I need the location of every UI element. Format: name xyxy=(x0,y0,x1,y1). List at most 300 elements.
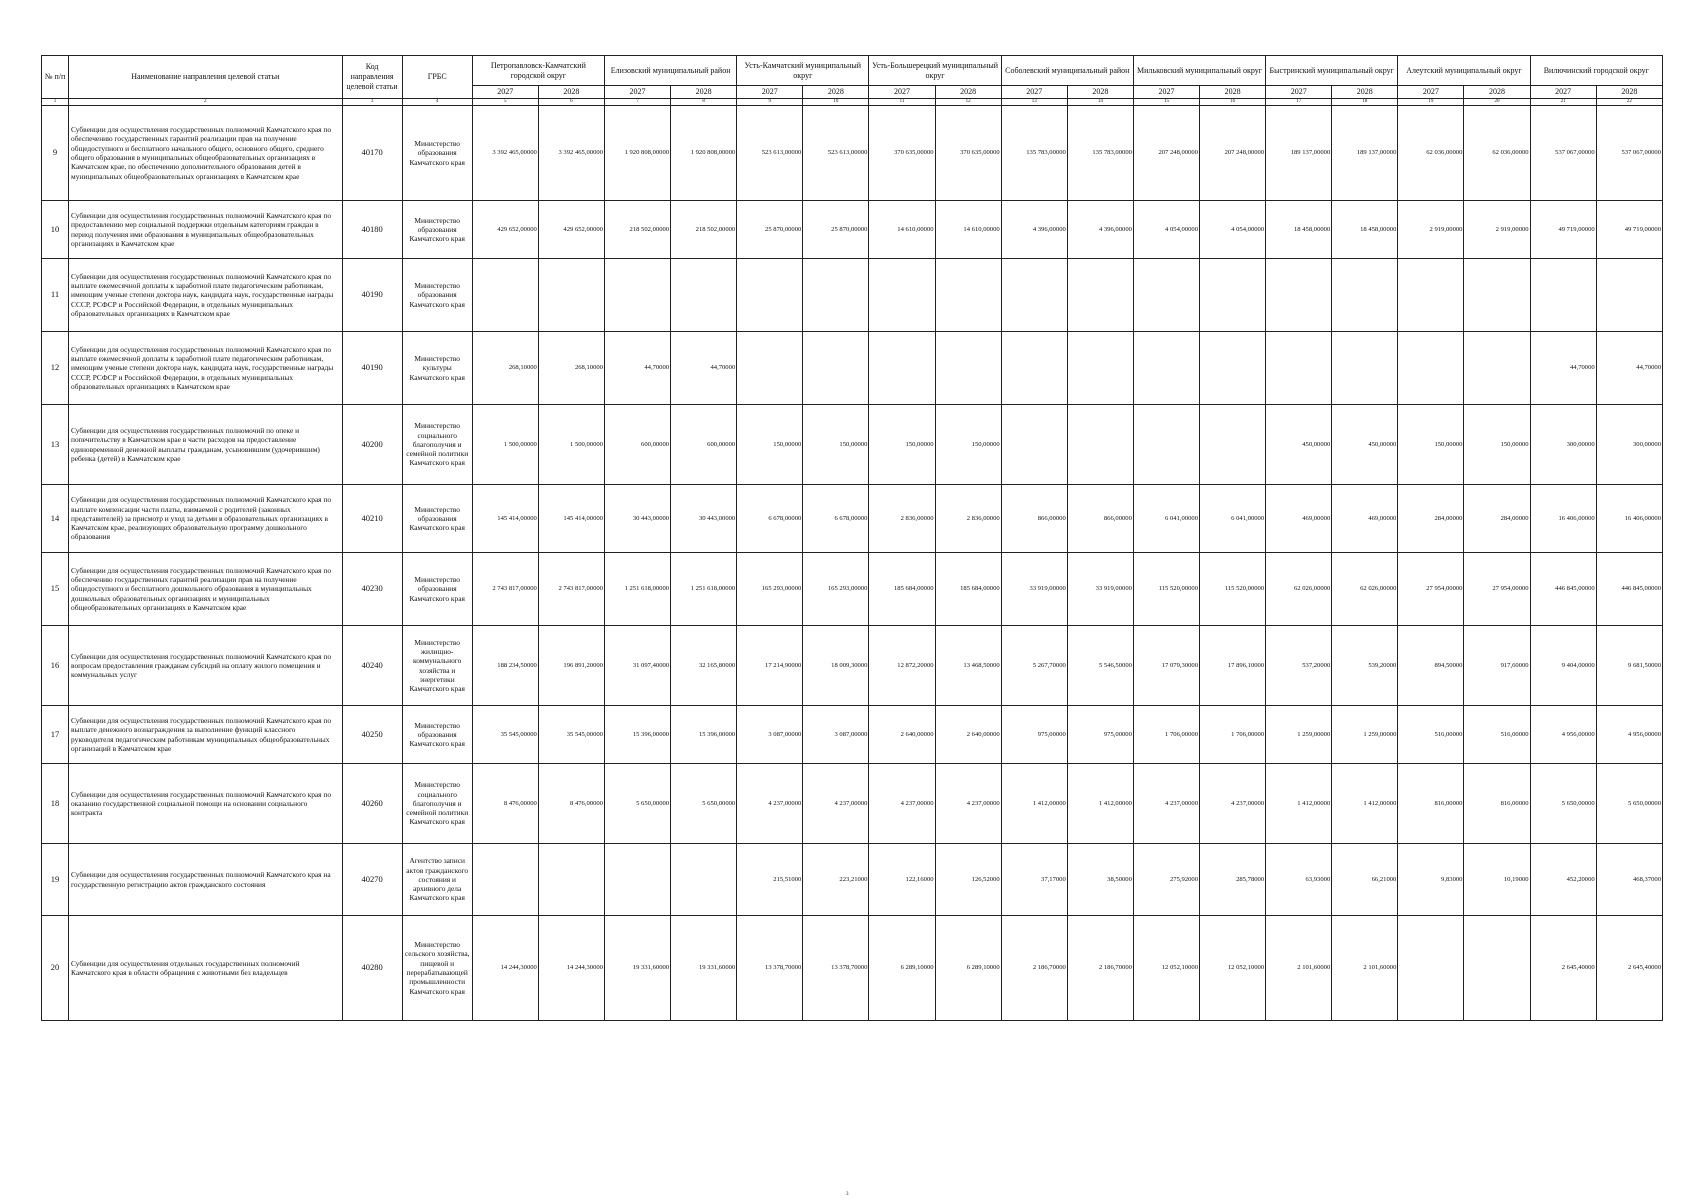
header-col-number: 8 xyxy=(671,99,737,106)
value-cell: 268,10000 xyxy=(538,332,604,405)
header-col-number: 14 xyxy=(1067,99,1133,106)
value-cell: 4 237,00000 xyxy=(869,764,935,844)
value-cell: 18 458,00000 xyxy=(1332,201,1398,259)
row-number: 17 xyxy=(42,706,69,764)
header-municipality: Мильковский муниципальный округ xyxy=(1133,56,1265,86)
value-cell: 14 610,00000 xyxy=(869,201,935,259)
value-cell: 150,00000 xyxy=(869,405,935,485)
header-municipality: Вилючинский городской округ xyxy=(1530,56,1662,86)
row-number: 13 xyxy=(42,405,69,485)
row-number: 20 xyxy=(42,916,69,1021)
header-col-number: 18 xyxy=(1332,99,1398,106)
row-code: 40230 xyxy=(342,553,402,626)
value-cell: 30 443,00000 xyxy=(671,485,737,553)
header-no: № п/п xyxy=(42,56,69,99)
value-cell: 1 500,00000 xyxy=(538,405,604,485)
table-row xyxy=(42,405,1663,485)
value-cell: 5 650,00000 xyxy=(1530,764,1596,844)
row-name: Субвенции для осуществления государственных полномочий Камчатского края по предоставлению мер социальной поддержки отдельным категориям граждан в период получения ими образования в муниципальных общеобразовательных организациях в Камчатском крае xyxy=(69,201,342,259)
value-cell: 66,21000 xyxy=(1332,844,1398,916)
value-cell xyxy=(869,332,935,405)
value-cell xyxy=(1067,332,1133,405)
value-cell: 12 872,20000 xyxy=(869,626,935,706)
value-cell: 17 214,90000 xyxy=(737,626,803,706)
header-col-number: 19 xyxy=(1398,99,1464,106)
header-year: 2027 xyxy=(869,86,935,99)
value-cell: 600,00000 xyxy=(604,405,670,485)
row-grbs: Министерство образования Камчатского края xyxy=(402,485,472,553)
value-cell xyxy=(1001,405,1067,485)
value-cell: 115 520,00000 xyxy=(1133,553,1199,626)
value-cell: 268,10000 xyxy=(472,332,538,405)
value-cell: 469,00000 xyxy=(1266,485,1332,553)
value-cell: 30 443,00000 xyxy=(604,485,670,553)
value-cell: 32 165,80000 xyxy=(671,626,737,706)
value-cell: 9 404,00000 xyxy=(1530,626,1596,706)
value-cell: 13 378,70000 xyxy=(803,916,869,1021)
value-cell: 816,00000 xyxy=(1398,764,1464,844)
row-grbs: Министерство образования Камчатского края xyxy=(402,106,472,201)
row-number: 12 xyxy=(42,332,69,405)
value-cell: 5 546,50000 xyxy=(1067,626,1133,706)
value-cell: 189 137,00000 xyxy=(1332,106,1398,201)
header-year: 2027 xyxy=(1001,86,1067,99)
value-cell xyxy=(1464,332,1530,405)
value-cell: 2 645,40000 xyxy=(1530,916,1596,1021)
value-cell: 2 919,00000 xyxy=(1398,201,1464,259)
row-number: 11 xyxy=(42,259,69,332)
value-cell: 8 476,00000 xyxy=(538,764,604,844)
header-year: 2028 xyxy=(1200,86,1266,99)
header-year: 2027 xyxy=(737,86,803,99)
value-cell: 196 891,20000 xyxy=(538,626,604,706)
header-col-number: 3 xyxy=(342,99,402,106)
header-year: 2028 xyxy=(1596,86,1662,99)
value-cell: 44,70000 xyxy=(1530,332,1596,405)
row-code: 40280 xyxy=(342,916,402,1021)
value-cell: 44,70000 xyxy=(1596,332,1662,405)
header-col-number: 7 xyxy=(604,99,670,106)
value-cell: 523 613,00000 xyxy=(737,106,803,201)
value-cell: 6 289,10000 xyxy=(935,916,1001,1021)
value-cell: 285,78000 xyxy=(1200,844,1266,916)
value-cell: 19 331,60000 xyxy=(671,916,737,1021)
row-code: 40180 xyxy=(342,201,402,259)
value-cell: 917,60000 xyxy=(1464,626,1530,706)
value-cell xyxy=(671,259,737,332)
header-year: 2027 xyxy=(1133,86,1199,99)
value-cell: 2 186,70000 xyxy=(1001,916,1067,1021)
value-cell: 12 052,10000 xyxy=(1133,916,1199,1021)
row-code: 40270 xyxy=(342,844,402,916)
header-year: 2028 xyxy=(803,86,869,99)
row-grbs: Министерство образования Камчатского края xyxy=(402,259,472,332)
value-cell: 1 706,00000 xyxy=(1133,706,1199,764)
table-header xyxy=(42,56,1663,106)
header-code: Код направления целевой статьи xyxy=(342,56,402,99)
value-cell: 1 259,00000 xyxy=(1266,706,1332,764)
value-cell: 27 954,00000 xyxy=(1398,553,1464,626)
value-cell: 9,83000 xyxy=(1398,844,1464,916)
row-name: Субвенции для осуществления государственных полномочий Камчатского края по оказанию государственной социальной помощи на основании социального контракта xyxy=(69,764,342,844)
value-cell: 539,20000 xyxy=(1332,626,1398,706)
value-cell xyxy=(1266,332,1332,405)
value-cell xyxy=(671,844,737,916)
value-cell: 44,70000 xyxy=(671,332,737,405)
value-cell: 6 678,00000 xyxy=(803,485,869,553)
value-cell: 1 412,00000 xyxy=(1001,764,1067,844)
value-cell xyxy=(1398,332,1464,405)
value-cell: 13 468,50000 xyxy=(935,626,1001,706)
row-grbs: Министерство образования Камчатского края xyxy=(402,706,472,764)
table-row xyxy=(42,706,1663,764)
value-cell: 49 719,00000 xyxy=(1530,201,1596,259)
value-cell: 4 396,00000 xyxy=(1067,201,1133,259)
row-code: 40240 xyxy=(342,626,402,706)
table-row xyxy=(42,332,1663,405)
value-cell: 370 635,00000 xyxy=(935,106,1001,201)
value-cell: 62 026,00000 xyxy=(1332,553,1398,626)
value-cell: 1 920 808,00000 xyxy=(604,106,670,201)
value-cell xyxy=(1530,259,1596,332)
value-cell: 2 743 817,00000 xyxy=(472,553,538,626)
value-cell: 1 920 808,00000 xyxy=(671,106,737,201)
value-cell: 150,00000 xyxy=(803,405,869,485)
value-cell: 38,50000 xyxy=(1067,844,1133,916)
value-cell: 4 237,00000 xyxy=(1200,764,1266,844)
value-cell: 6 041,00000 xyxy=(1200,485,1266,553)
value-cell xyxy=(737,259,803,332)
header-year: 2027 xyxy=(1398,86,1464,99)
row-code: 40250 xyxy=(342,706,402,764)
value-cell: 62 026,00000 xyxy=(1266,553,1332,626)
value-cell: 1 706,00000 xyxy=(1200,706,1266,764)
value-cell xyxy=(935,332,1001,405)
value-cell: 185 684,00000 xyxy=(869,553,935,626)
value-cell: 2 101,60000 xyxy=(1332,916,1398,1021)
subvention-table xyxy=(41,55,1663,1021)
header-col-number: 13 xyxy=(1001,99,1067,106)
value-cell: 3 392 465,00000 xyxy=(472,106,538,201)
value-cell: 894,50000 xyxy=(1398,626,1464,706)
header-year: 2027 xyxy=(604,86,670,99)
value-cell: 4 237,00000 xyxy=(1133,764,1199,844)
value-cell: 2 836,00000 xyxy=(935,485,1001,553)
header-col-number: 10 xyxy=(803,99,869,106)
value-cell xyxy=(1200,259,1266,332)
value-cell xyxy=(538,259,604,332)
value-cell: 18 009,30000 xyxy=(803,626,869,706)
row-code: 40190 xyxy=(342,259,402,332)
value-cell xyxy=(1464,259,1530,332)
value-cell: 35 545,00000 xyxy=(538,706,604,764)
value-cell: 3 392 465,00000 xyxy=(538,106,604,201)
row-name: Субвенции для осуществления государственных полномочий Камчатского края по выплате компенсации части платы, взимаемой с родителей (законных представителей) за присмотр и уход за детьми в образовательных организациях в Камчатском крае, реализующих образовательную программу дошкольного образования xyxy=(69,485,342,553)
value-cell: 135 783,00000 xyxy=(1001,106,1067,201)
header-year: 2027 xyxy=(1266,86,1332,99)
value-cell: 452,20000 xyxy=(1530,844,1596,916)
header-col-number: 22 xyxy=(1596,99,1662,106)
value-cell: 15 396,00000 xyxy=(604,706,670,764)
row-name: Субвенции для осуществления государственных полномочий по опеке и попечительству в Камчатском крае в части расходов на предоставление единовременной денежной выплаты гражданам, усыновившим (удочерившим) ребенка (детей) в Камчатском крае xyxy=(69,405,342,485)
header-year: 2028 xyxy=(538,86,604,99)
value-cell: 2 743 817,00000 xyxy=(538,553,604,626)
row-grbs: Министерство культуры Камчатского края xyxy=(402,332,472,405)
value-cell xyxy=(1332,332,1398,405)
value-cell: 15 396,00000 xyxy=(671,706,737,764)
header-year: 2028 xyxy=(1464,86,1530,99)
table-row xyxy=(42,844,1663,916)
value-cell: 14 610,00000 xyxy=(935,201,1001,259)
value-cell: 429 652,00000 xyxy=(472,201,538,259)
value-cell: 537 067,00000 xyxy=(1596,106,1662,201)
value-cell: 516,00000 xyxy=(1398,706,1464,764)
header-municipality: Соболевский муниципальный район xyxy=(1001,56,1133,86)
value-cell: 468,37000 xyxy=(1596,844,1662,916)
header-col-number: 16 xyxy=(1200,99,1266,106)
value-cell: 4 956,00000 xyxy=(1530,706,1596,764)
value-cell: 300,00000 xyxy=(1530,405,1596,485)
value-cell: 284,00000 xyxy=(1398,485,1464,553)
value-cell: 19 331,60000 xyxy=(604,916,670,1021)
table-row xyxy=(42,106,1663,201)
header-col-number: 20 xyxy=(1464,99,1530,106)
value-cell: 10,19000 xyxy=(1464,844,1530,916)
value-cell: 2 101,60000 xyxy=(1266,916,1332,1021)
row-number: 16 xyxy=(42,626,69,706)
value-cell: 1 412,00000 xyxy=(1332,764,1398,844)
value-cell: 446 845,00000 xyxy=(1596,553,1662,626)
value-cell: 215,51000 xyxy=(737,844,803,916)
table-row xyxy=(42,201,1663,259)
row-name: Субвенции для осуществления государственных полномочий Камчатского края по выплате денежного вознаграждения за выполнение функций классного руководителя педагогическим работникам муниципальных общеобразовательных организаций в Камчатском крае xyxy=(69,706,342,764)
value-cell: 523 613,00000 xyxy=(803,106,869,201)
value-cell: 207 248,00000 xyxy=(1200,106,1266,201)
value-cell: 4 396,00000 xyxy=(1001,201,1067,259)
row-code: 40200 xyxy=(342,405,402,485)
value-cell: 16 406,00000 xyxy=(1530,485,1596,553)
row-name: Субвенции для осуществления отдельных государственных полномочий Камчатского края в области обращения с животными без владельцев xyxy=(69,916,342,1021)
value-cell: 1 412,00000 xyxy=(1266,764,1332,844)
value-cell: 165 293,00000 xyxy=(737,553,803,626)
header-year: 2027 xyxy=(472,86,538,99)
value-cell xyxy=(1200,405,1266,485)
value-cell: 135 783,00000 xyxy=(1067,106,1133,201)
header-year: 2028 xyxy=(671,86,737,99)
value-cell xyxy=(1332,259,1398,332)
value-cell: 1 251 618,00000 xyxy=(671,553,737,626)
header-name: Наименование направления целевой статьи xyxy=(69,56,342,99)
value-cell xyxy=(1001,259,1067,332)
value-cell: 370 635,00000 xyxy=(869,106,935,201)
value-cell: 446 845,00000 xyxy=(1530,553,1596,626)
value-cell: 207 248,00000 xyxy=(1133,106,1199,201)
value-cell: 165 293,00000 xyxy=(803,553,869,626)
row-code: 40210 xyxy=(342,485,402,553)
value-cell: 25 870,00000 xyxy=(737,201,803,259)
value-cell: 2 640,00000 xyxy=(869,706,935,764)
value-cell: 218 502,00000 xyxy=(604,201,670,259)
header-year: 2028 xyxy=(1067,86,1133,99)
value-cell: 300,00000 xyxy=(1596,405,1662,485)
table-row xyxy=(42,916,1663,1021)
value-cell: 35 545,00000 xyxy=(472,706,538,764)
page-number: 3 xyxy=(846,1192,849,1197)
value-cell: 218 502,00000 xyxy=(671,201,737,259)
value-cell xyxy=(1133,405,1199,485)
value-cell: 17 896,10000 xyxy=(1200,626,1266,706)
value-cell: 450,00000 xyxy=(1266,405,1332,485)
value-cell: 816,00000 xyxy=(1464,764,1530,844)
value-cell: 31 097,40000 xyxy=(604,626,670,706)
table-row xyxy=(42,259,1663,332)
value-cell: 49 719,00000 xyxy=(1596,201,1662,259)
value-cell: 8 476,00000 xyxy=(472,764,538,844)
value-cell: 9 681,50000 xyxy=(1596,626,1662,706)
value-cell: 537 067,00000 xyxy=(1530,106,1596,201)
header-col-number: 9 xyxy=(737,99,803,106)
value-cell xyxy=(472,259,538,332)
row-grbs: Министерство сельского хозяйства, пищевой и перерабатывающей промышленности Камчатского края xyxy=(402,916,472,1021)
header-municipality: Усть-Большерецкий муниципальный округ xyxy=(869,56,1001,86)
value-cell: 2 640,00000 xyxy=(935,706,1001,764)
header-year: 2028 xyxy=(1332,86,1398,99)
row-grbs: Министерство социального благополучия и семейной политики Камчатского края xyxy=(402,405,472,485)
value-cell: 33 919,00000 xyxy=(1067,553,1133,626)
value-cell: 4 237,00000 xyxy=(737,764,803,844)
value-cell: 866,00000 xyxy=(1001,485,1067,553)
header-col-number: 12 xyxy=(935,99,1001,106)
value-cell xyxy=(1067,405,1133,485)
value-cell: 62 036,00000 xyxy=(1398,106,1464,201)
value-cell xyxy=(737,332,803,405)
row-grbs: Агентство записи актов гражданского состояния и архивного дела Камчатского края xyxy=(402,844,472,916)
value-cell xyxy=(1464,916,1530,1021)
value-cell: 1 500,00000 xyxy=(472,405,538,485)
value-cell xyxy=(1067,259,1133,332)
value-cell: 5 650,00000 xyxy=(671,764,737,844)
row-grbs: Министерство жилищно-коммунального хозяйства и энергетики Камчатского края xyxy=(402,626,472,706)
value-cell: 429 652,00000 xyxy=(538,201,604,259)
value-cell: 6 041,00000 xyxy=(1133,485,1199,553)
row-number: 15 xyxy=(42,553,69,626)
table-row xyxy=(42,485,1663,553)
value-cell: 866,00000 xyxy=(1067,485,1133,553)
value-cell: 6 678,00000 xyxy=(737,485,803,553)
row-grbs: Министерство образования Камчатского края xyxy=(402,201,472,259)
header-col-number: 17 xyxy=(1266,99,1332,106)
header-municipality: Усть-Камчатский муниципальный округ xyxy=(737,56,869,86)
value-cell xyxy=(1200,332,1266,405)
value-cell xyxy=(1596,259,1662,332)
table-row xyxy=(42,764,1663,844)
row-code: 40190 xyxy=(342,332,402,405)
row-grbs: Министерство образования Камчатского края xyxy=(402,553,472,626)
row-name: Субвенции для осуществления государственных полномочий Камчатского края по обеспечению государственных гарантий реализации прав на получение общедоступного и бесплатного начального общего, основного общего, среднего общего образования в муниципальных общеобразовательных организациях в Камчатском крае, по обеспечению дополнительного образования детей в муниципальных общеобразовательных организациях в Камчатском крае xyxy=(69,106,342,201)
row-grbs: Министерство социального благополучия и семейной политики Камчатского края xyxy=(402,764,472,844)
value-cell xyxy=(604,844,670,916)
value-cell: 469,00000 xyxy=(1332,485,1398,553)
value-cell: 25 870,00000 xyxy=(803,201,869,259)
value-cell: 115 520,00000 xyxy=(1200,553,1266,626)
header-col-number: 15 xyxy=(1133,99,1199,106)
value-cell: 14 244,30000 xyxy=(472,916,538,1021)
row-name: Субвенции для осуществления государственных полномочий Камчатского края по выплате ежемесячной доплаты к заработной плате педагогическим работникам, имеющим ученые степени доктора наук, кандидата наук, государственные награды СССР, РСФСР и Российской Федерации, в отдельных муниципальных образовательных организациях в Камчатском крае xyxy=(69,332,342,405)
value-cell: 145 414,00000 xyxy=(538,485,604,553)
value-cell: 2 836,00000 xyxy=(869,485,935,553)
value-cell: 2 186,70000 xyxy=(1067,916,1133,1021)
header-municipality: Елизовский муниципальный район xyxy=(604,56,736,86)
header-col-number: 1 xyxy=(42,99,69,106)
value-cell: 126,52000 xyxy=(935,844,1001,916)
value-cell: 4 054,00000 xyxy=(1200,201,1266,259)
value-cell xyxy=(1398,916,1464,1021)
value-cell: 1 251 618,00000 xyxy=(604,553,670,626)
value-cell: 275,92000 xyxy=(1133,844,1199,916)
value-cell: 975,00000 xyxy=(1067,706,1133,764)
value-cell xyxy=(935,259,1001,332)
row-number: 18 xyxy=(42,764,69,844)
value-cell: 4 956,00000 xyxy=(1596,706,1662,764)
value-cell: 450,00000 xyxy=(1332,405,1398,485)
value-cell xyxy=(803,332,869,405)
value-cell: 4 237,00000 xyxy=(803,764,869,844)
value-cell: 62 036,00000 xyxy=(1464,106,1530,201)
value-cell: 16 406,00000 xyxy=(1596,485,1662,553)
value-cell: 3 087,00000 xyxy=(803,706,869,764)
table-body xyxy=(42,106,1663,1021)
header-col-number: 21 xyxy=(1530,99,1596,106)
row-code: 40170 xyxy=(342,106,402,201)
value-cell: 537,20000 xyxy=(1266,626,1332,706)
value-cell xyxy=(869,259,935,332)
row-number: 19 xyxy=(42,844,69,916)
value-cell: 4 054,00000 xyxy=(1133,201,1199,259)
row-name: Субвенции для осуществления государственных полномочий Камчатского края на государственную регистрацию актов гражданского состояния xyxy=(69,844,342,916)
value-cell: 2 919,00000 xyxy=(1464,201,1530,259)
value-cell: 189 137,00000 xyxy=(1266,106,1332,201)
header-grbs: ГРБС xyxy=(402,56,472,99)
header-col-number: 5 xyxy=(472,99,538,106)
value-cell: 975,00000 xyxy=(1001,706,1067,764)
value-cell xyxy=(472,844,538,916)
value-cell: 18 458,00000 xyxy=(1266,201,1332,259)
value-cell: 5 267,70000 xyxy=(1001,626,1067,706)
value-cell: 516,00000 xyxy=(1464,706,1530,764)
value-cell: 150,00000 xyxy=(737,405,803,485)
value-cell xyxy=(538,844,604,916)
value-cell: 33 919,00000 xyxy=(1001,553,1067,626)
row-name: Субвенции для осуществления государственных полномочий Камчатского края по обеспечению государственных гарантий реализации прав на получение общедоступного и бесплатного дошкольного образования в муниципальных дошкольных образовательных организациях и муниципальных общеобразовательных организациях в Камчатском крае xyxy=(69,553,342,626)
value-cell: 5 650,00000 xyxy=(1596,764,1662,844)
header-col-number: 11 xyxy=(869,99,935,106)
value-cell: 150,00000 xyxy=(1398,405,1464,485)
value-cell xyxy=(803,259,869,332)
value-cell: 6 289,10000 xyxy=(869,916,935,1021)
value-cell xyxy=(1133,332,1199,405)
header-col-number: 6 xyxy=(538,99,604,106)
value-cell: 17 079,30000 xyxy=(1133,626,1199,706)
value-cell: 223,21000 xyxy=(803,844,869,916)
value-cell: 14 244,30000 xyxy=(538,916,604,1021)
value-cell: 284,00000 xyxy=(1464,485,1530,553)
value-cell: 12 052,10000 xyxy=(1200,916,1266,1021)
header-municipality: Быстринский муниципальный округ xyxy=(1266,56,1398,86)
value-cell: 145 414,00000 xyxy=(472,485,538,553)
row-number: 9 xyxy=(42,106,69,201)
value-cell: 13 378,70000 xyxy=(737,916,803,1021)
value-cell xyxy=(604,259,670,332)
